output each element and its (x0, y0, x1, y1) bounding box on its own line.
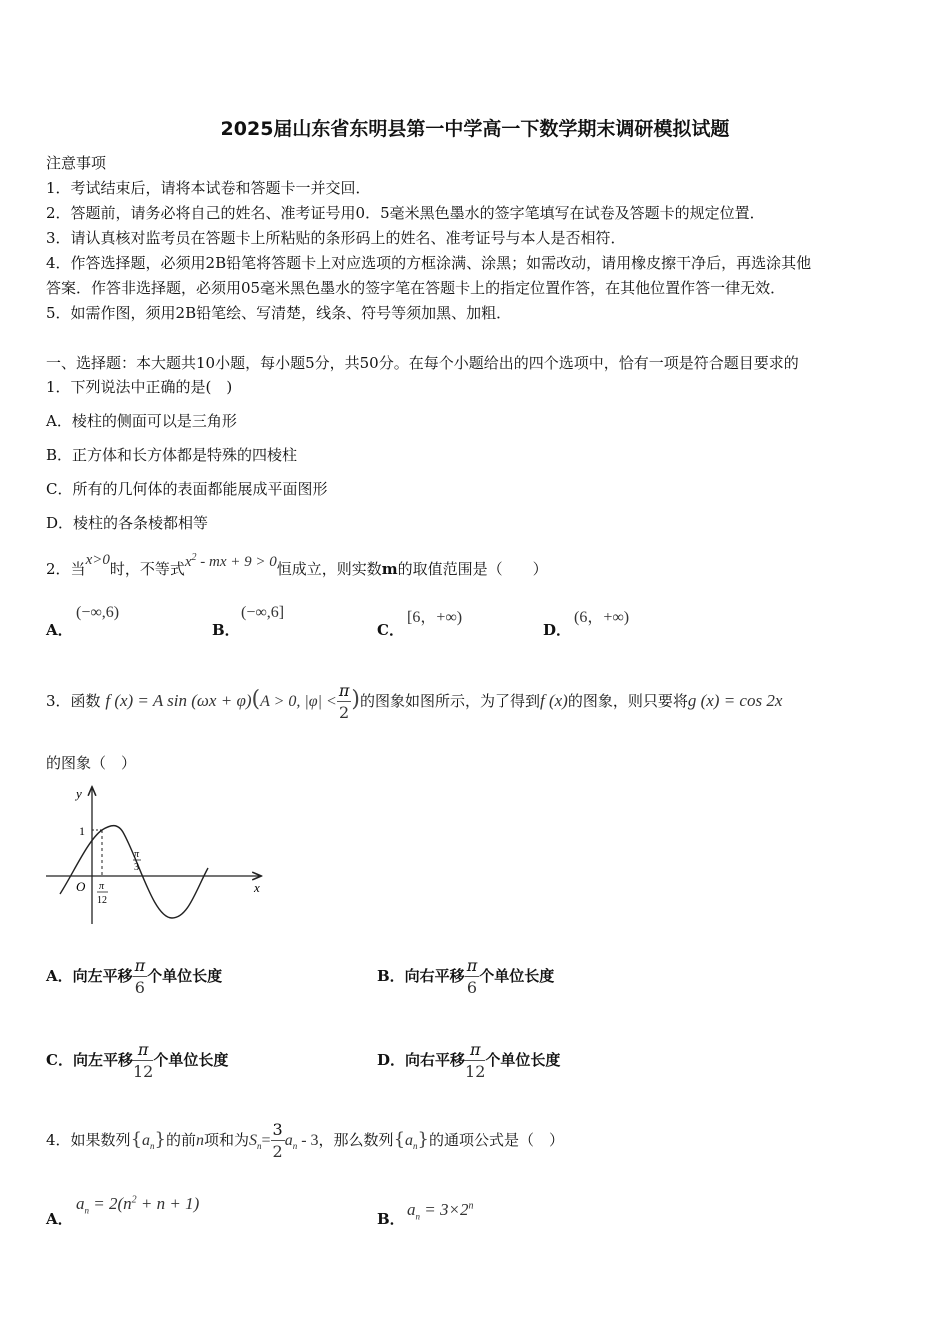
pi12-num: π (99, 881, 105, 892)
stem-text: ，那么数列 (318, 1131, 394, 1149)
question-number: 2． (46, 560, 71, 578)
formula-part: + n + 1) (136, 1194, 200, 1213)
fraction-denominator: 12 (132, 1062, 154, 1081)
question-3-option-b[interactable] (377, 948, 554, 1004)
notice-item: 1．考试结束后，请将本试卷和答题卡一并交回． (46, 179, 371, 197)
stem-text: 函数 (70, 692, 101, 710)
left-paren: ( (251, 687, 261, 712)
question-2-option-d[interactable]: (6，+∞) (574, 609, 630, 626)
shift-fraction (465, 958, 480, 996)
stem-text: 的图象，则只要将 (567, 692, 688, 710)
fraction-denominator: 2 (339, 703, 350, 722)
fx-math: f (x) (539, 691, 568, 710)
equals-sign: = (261, 1132, 271, 1149)
question-2-option-c[interactable]: [6，+∞) (407, 609, 463, 626)
variable-m: m (381, 560, 398, 578)
formula-part: = 2(n (89, 1194, 132, 1213)
subscript-n: n (415, 1211, 420, 1222)
exponent: 2 (131, 1194, 137, 1206)
question-4-option-a-label[interactable]: A． (46, 1210, 73, 1228)
three-halves (271, 1122, 285, 1160)
fraction-denominator: 6 (134, 978, 145, 997)
pi3-den: 3 (134, 862, 139, 873)
sequence-a: a (142, 1132, 151, 1149)
inequality-base: x (184, 554, 192, 570)
option-tail: 个单位长度 (479, 967, 555, 985)
question-4-stem (46, 1114, 564, 1166)
x-label: x (254, 880, 260, 895)
sum-S: S (249, 1132, 257, 1149)
left-brace: { (130, 1129, 143, 1150)
right-brace: } (417, 1129, 429, 1150)
stem-text: 如果数列 (70, 1131, 131, 1149)
question-4-option-b[interactable] (407, 1200, 473, 1221)
left-brace: { (393, 1129, 406, 1150)
subscript-n: n (292, 1141, 298, 1151)
fraction-numerator: π (338, 681, 350, 700)
stem-text: 当 (70, 560, 86, 578)
sequence-a: a (76, 1194, 85, 1213)
sequence-a: a (405, 1132, 414, 1149)
option-label: B．向右平移 (377, 967, 465, 985)
question-2-option-b-label[interactable]: B． (212, 621, 240, 639)
stem-text: 的前 (165, 1131, 196, 1149)
inequality-math (185, 554, 277, 570)
inequality-rest: - mx + 9 > 0 (196, 554, 277, 570)
exponent: 2 (191, 552, 197, 563)
shift-fraction (133, 958, 148, 996)
sine-graph (44, 782, 266, 927)
question-1-stem: 1．下列说法中正确的是( ) (46, 378, 233, 396)
section-heading: 一、选择题：本大题共10小题，每小题5分，共50分。在每个小题给出的四个选项中，恰有一项是符合题目要求的 (46, 354, 799, 372)
question-number: 3． (46, 692, 71, 710)
fraction-numerator: π (133, 1042, 153, 1061)
notice-item: 3．请认真核对监考员在答题卡上所粘贴的条形码上的姓名、准考证号与本人是否相符． (46, 229, 626, 247)
right-paren: ) (351, 687, 360, 712)
minus-three: - 3 (297, 1132, 319, 1149)
question-3-option-a[interactable] (46, 948, 222, 1004)
stem-text: 的通项公式是（ ） (428, 1131, 564, 1149)
variable-n: n (195, 1132, 204, 1149)
shift-fraction (465, 1042, 485, 1080)
pi12-den: 12 (97, 895, 107, 906)
question-3-option-c[interactable] (46, 1032, 228, 1088)
page-title: 2025届山东省东明县第一中学高一下数学期末调研模拟试题 (220, 118, 730, 140)
option-tail: 个单位长度 (153, 1051, 229, 1069)
question-3-stem-continued: 的图象（ ） (46, 754, 137, 772)
question-number: 4． (46, 1131, 71, 1149)
option-label: D．向右平移 (377, 1051, 466, 1069)
question-3-option-d[interactable] (377, 1032, 560, 1088)
subscript-n: n (257, 1141, 262, 1151)
stem-text: 项和为 (203, 1131, 249, 1149)
fraction-numerator: π (465, 1042, 485, 1061)
condition-math: A > 0, |φ| < (260, 693, 337, 710)
fraction-numerator: 3 (272, 1120, 283, 1139)
formula-part: = 3×2 (420, 1200, 469, 1219)
notice-heading: 注意事项 (46, 154, 107, 172)
right-brace: } (154, 1129, 166, 1150)
notice-item: 4．作答选择题，必须用2B铅笔将答题卡上对应选项的方框涂满、涂黑；如需改动，请用橡皮擦干净后，再选涂其他 (46, 254, 812, 272)
stem-text: 时，不等式 (109, 560, 185, 578)
sequence-a: a (284, 1132, 293, 1149)
question-3-stem (46, 680, 782, 720)
question-2-option-c-label[interactable]: C． (377, 621, 404, 639)
notice-item: 5．如需作图，须用2B铅笔绘、写清楚，线条、符号等须加黑、加粗． (46, 304, 512, 322)
condition-math: x>0 (85, 552, 110, 568)
option-label: C．向左平移 (46, 1051, 133, 1069)
question-1-option-b[interactable]: B．正方体和长方体都是特殊的四棱柱 (46, 446, 298, 464)
question-4-option-a[interactable] (76, 1194, 199, 1215)
subscript-n: n (413, 1141, 418, 1151)
fraction-numerator: π (134, 956, 146, 975)
subscript-n: n (150, 1141, 155, 1151)
exponent: n (468, 1200, 474, 1212)
pi3-num: π (134, 849, 140, 860)
subscript-n: n (84, 1205, 89, 1216)
question-2-option-a[interactable]: (−∞,6) (76, 604, 120, 621)
question-2-stem (46, 552, 548, 579)
fraction-denominator: 12 (465, 1062, 486, 1081)
question-2-option-d-label[interactable]: D． (543, 621, 572, 639)
sequence-a: a (407, 1200, 416, 1219)
question-1-option-d[interactable]: D．棱柱的各条棱都相等 (46, 514, 209, 532)
question-1-option-a[interactable]: A．棱柱的侧面可以是三角形 (46, 412, 237, 430)
y-label: y (76, 786, 82, 801)
stem-text: 恒成立，则实数 (276, 560, 382, 578)
fraction-denominator: 2 (272, 1142, 283, 1161)
option-tail: 个单位长度 (485, 1051, 561, 1069)
notice-item: 2．答题前，请务必将自己的姓名、准考证号用0．5毫米黑色墨水的签字笔填写在试卷及答题卡的规定位置． (46, 204, 765, 222)
option-tail: 个单位长度 (147, 967, 223, 985)
one-label: 1 (79, 824, 85, 838)
fraction-numerator: π (466, 956, 478, 975)
fraction-denominator: 6 (466, 978, 478, 997)
stem-text: 的取值范围是（ ） (397, 560, 548, 578)
option-label: A．向左平移 (46, 967, 133, 985)
notice-item: 答案．作答非选择题，必须用05毫米黑色墨水的签字笔在答题卡上的指定位置作答，在其他位置作答一律无效． (46, 279, 786, 297)
stem-text: 的图象如图所示，为了得到 (359, 692, 540, 710)
origin-label: O (76, 879, 86, 894)
pi-over-2 (337, 683, 352, 721)
question-4-option-b-label[interactable]: B． (377, 1210, 405, 1228)
question-2-option-a-label[interactable]: A． (46, 621, 73, 639)
question-1-option-c[interactable]: C．所有的几何体的表面都能展成平面图形 (46, 480, 328, 498)
question-2-option-b[interactable]: (−∞,6] (241, 604, 285, 621)
gx-math: g (x) = cos 2x (687, 691, 783, 710)
shift-fraction (133, 1042, 153, 1080)
function-math: f (x) = A sin (ωx + φ) (105, 691, 252, 710)
